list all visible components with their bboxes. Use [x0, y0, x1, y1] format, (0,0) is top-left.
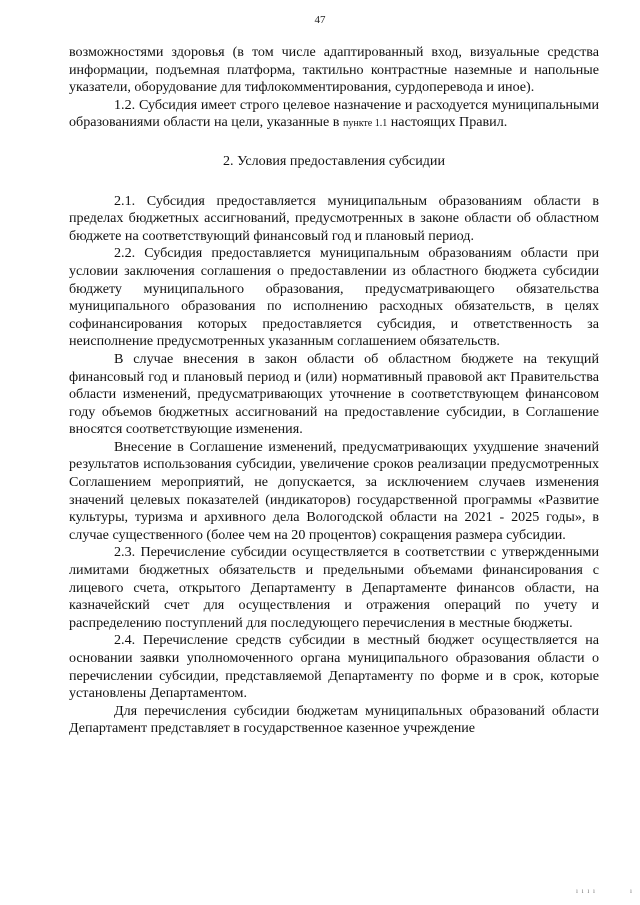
scan-footer-mark-right: ı [630, 887, 632, 895]
section-heading: 2. Условия предоставления субсидии [223, 152, 445, 169]
paragraph-1-2 [69, 97, 599, 133]
page-number: 47 [314, 14, 326, 26]
paragraph-1-2-reference: пункте 1.1 [342, 118, 388, 130]
paragraph-2-3: 2.3. Перечисление субсидии осуществляется в соответствии с утвержденными лимитами бюджетных обязательств и предельными объемами финансирования с лицевого счета, открытого Департаменту в Департаменте финансов области, на казначейский счет для осуществления и отражения операций по учету и распределению поступлений для последующего перечисления в местные бюджеты. [69, 544, 599, 631]
paragraph-1-2-end: настоящих Правил. [390, 114, 508, 131]
document-body [69, 44, 599, 738]
paragraph-1-2-text: 1.2. Субсидия имеет строго целевое назначение и расходуется муниципальными образованиями области на цели, указанные в [69, 96, 599, 131]
paragraph-2-2: 2.2. Субсидия предоставляется муниципальным образованиям области при условии заключения соглашения о предоставлении из областного бюджета субсидии бюджету муниципального образования, предусматривающего обязательства муниципального образования по исполнению расходных обязательств, в целях софинансирования которых предоставляется субсидия, и ответственность за неисполнение предусмотренных указанным соглашением обязательств. [69, 245, 599, 350]
paragraph-changes: Внесение в Соглашение изменений, предусматривающих ухудшение значений результатов использования субсидии, увеличение сроков реализации предусмотренных Соглашением мероприятий, не допускается, за исключением случаев изменения значений целевых показателей (индикаторов) государственной программы «Развитие культуры, туризма и архивного дела Вологодской области на 2021 - 2025 годы», в случае существенного (более чем на 20 процентов) сокращения размера субсидии. [69, 438, 599, 543]
scan-footer-mark: ı ı ı ı [575, 887, 596, 895]
paragraph-amendments: В случае внесения в закон области об областном бюджете на текущий финансовый год и плановый период и (или) нормативный правовой акт Правительства области изменений, предусматривающих уточнение в соответствующем финансовом году объемов бюджетных ассигнований на предоставление субсидии, в Соглашение вносятся соответствующие изменения. [69, 350, 599, 438]
paragraph-continuation: возможностями здоровья (в том числе адаптированный вход, визуальные средства информации, подъемная платформа, тактильно контрастные наземные и напольные указатели, оборудование для тифлокомментирования, сурдоперевода и иное). [69, 44, 599, 96]
paragraph-transfer: Для перечисления субсидии бюджетам муниципальных образований области Департамент представляет в государственное казенное учреждение [69, 702, 599, 737]
paragraph-2-4: 2.4. Перечисление средств субсидии в местный бюджет осуществляется на основании заявки уполномоченного органа муниципального образования области о перечислении субсидии, представляемой Департаменту по форме и в срок, которые установлены Департаментом. [69, 632, 599, 702]
paragraph-2-1: 2.1. Субсидия предоставляется муниципальным образованиям области в пределах бюджетных ассигнований, предусмотренных в законе области об областном бюджете на соответствующий финансовый год и плановый период. [69, 192, 599, 244]
